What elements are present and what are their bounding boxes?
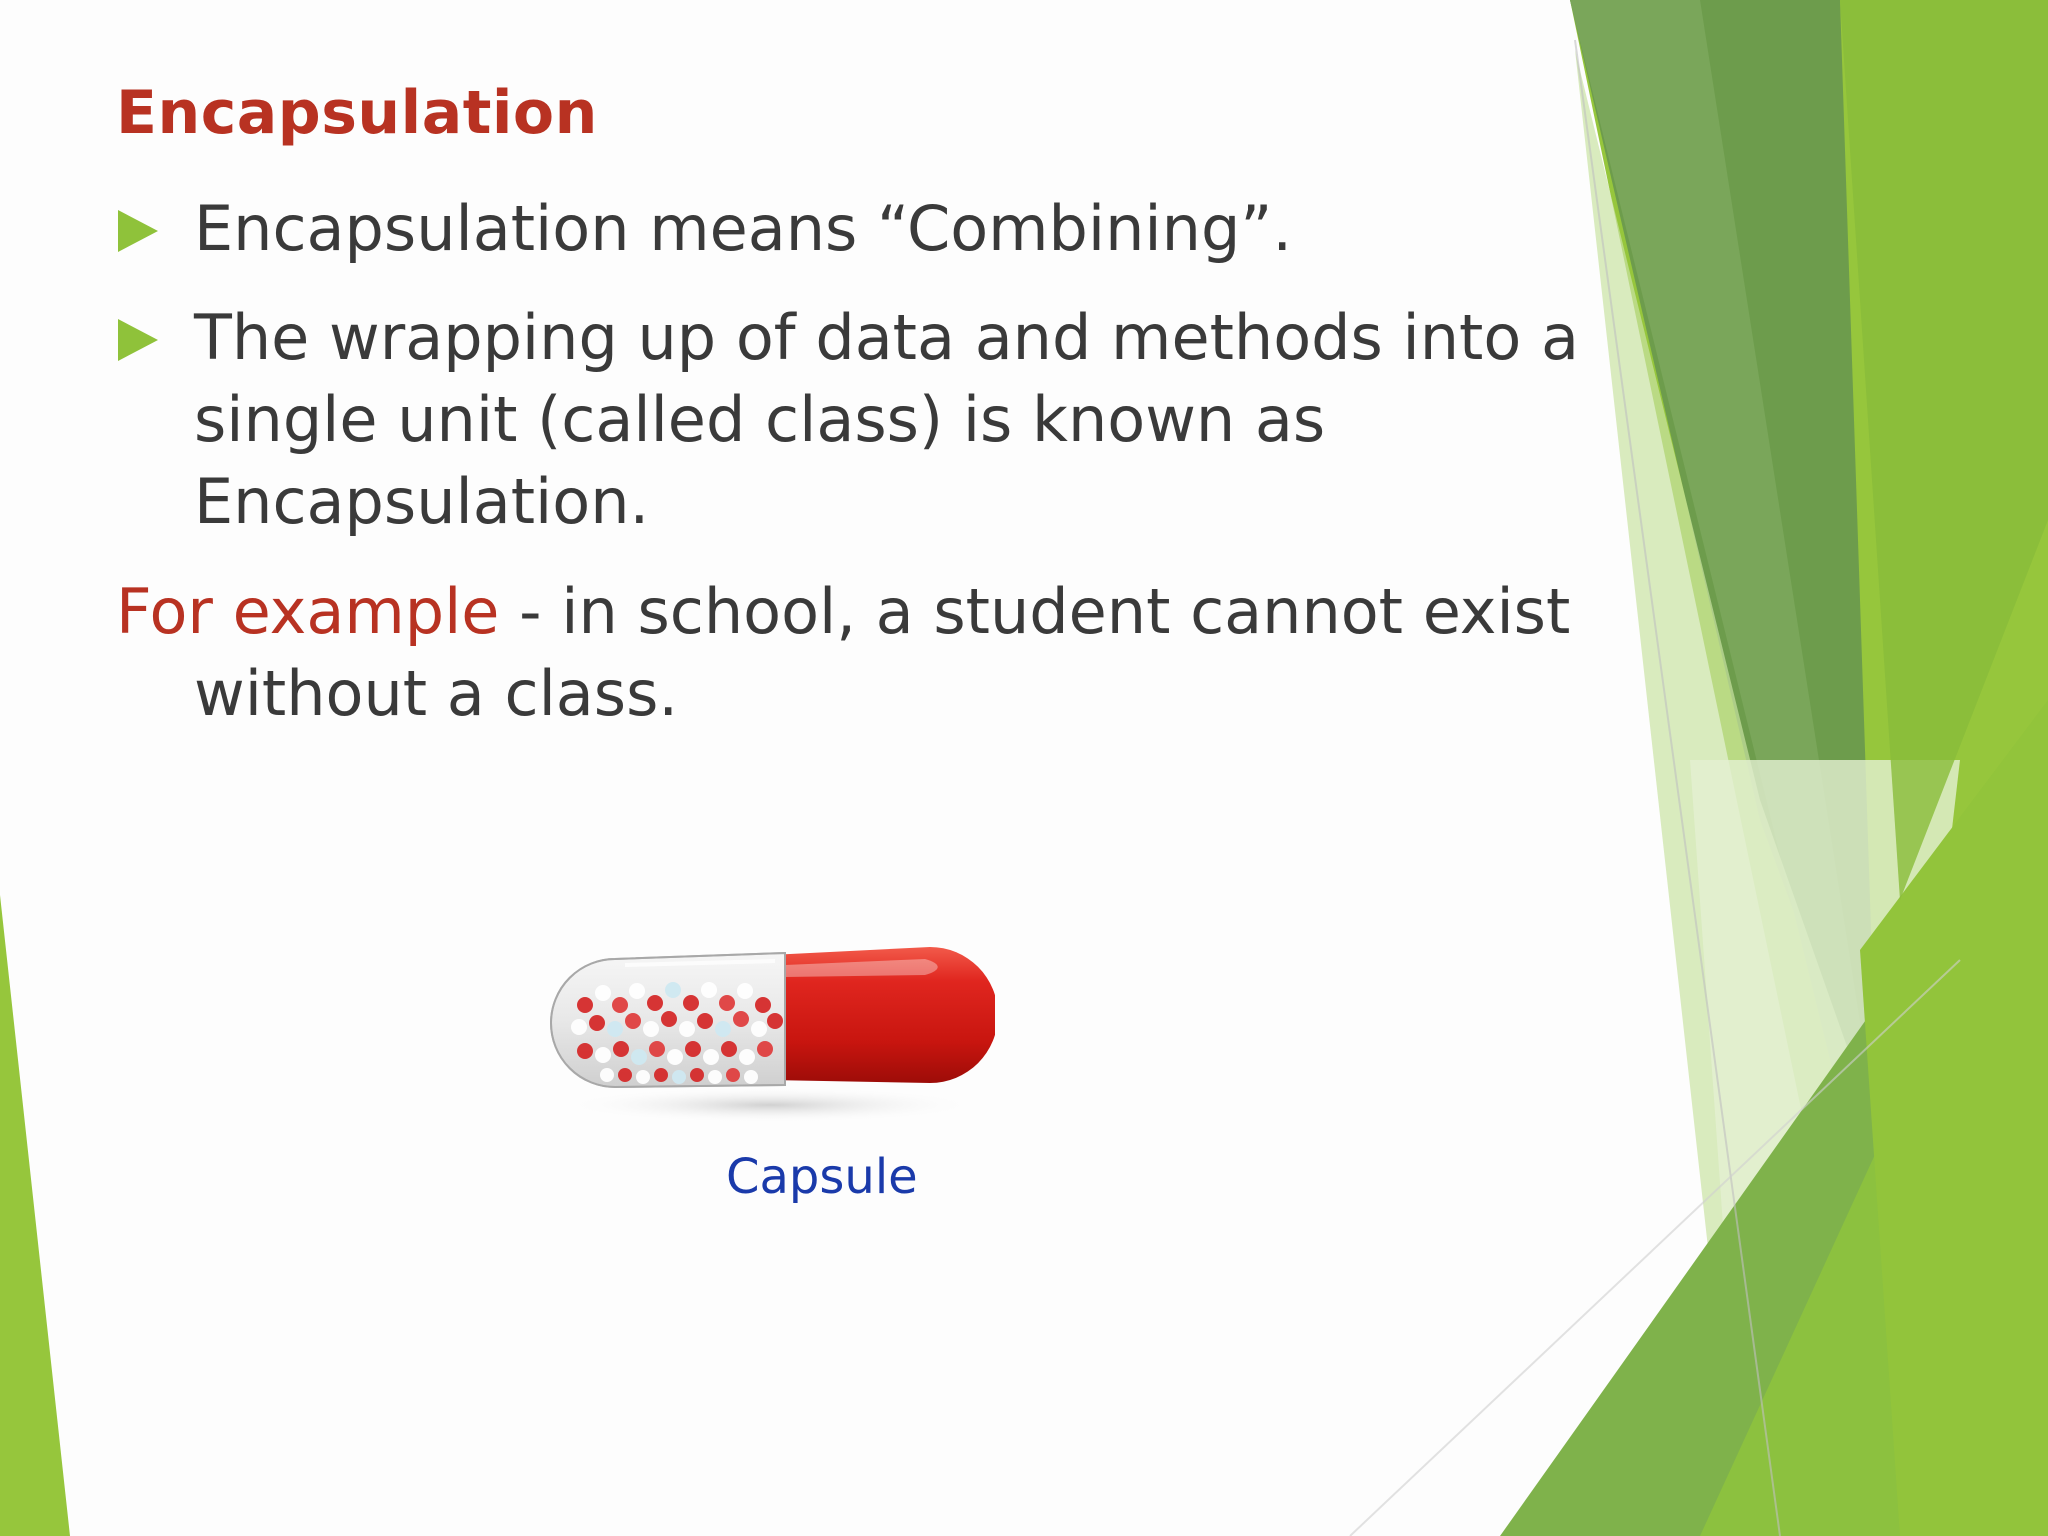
bullet-item [116, 188, 1586, 270]
image-caption: Capsule [726, 1149, 918, 1205]
green-triangle-bullet-icon [118, 210, 158, 252]
example-line1: - in school, a student cannot exist [499, 575, 1571, 648]
green-triangle-bullet-icon [118, 319, 158, 361]
example-lead: For example [116, 575, 500, 648]
example-paragraph [116, 571, 1596, 735]
bullet-text: The wrapping up of data and methods into a single unit (called class) is known as Encapsulation. [194, 301, 1579, 538]
bullet-text: Encapsulation means “Combining”. [194, 192, 1293, 265]
capsule-pill-image [545, 935, 995, 1130]
bullet-item [116, 297, 1586, 543]
example-line2: without a class. [194, 657, 679, 730]
slide-title: Encapsulation [116, 78, 598, 148]
